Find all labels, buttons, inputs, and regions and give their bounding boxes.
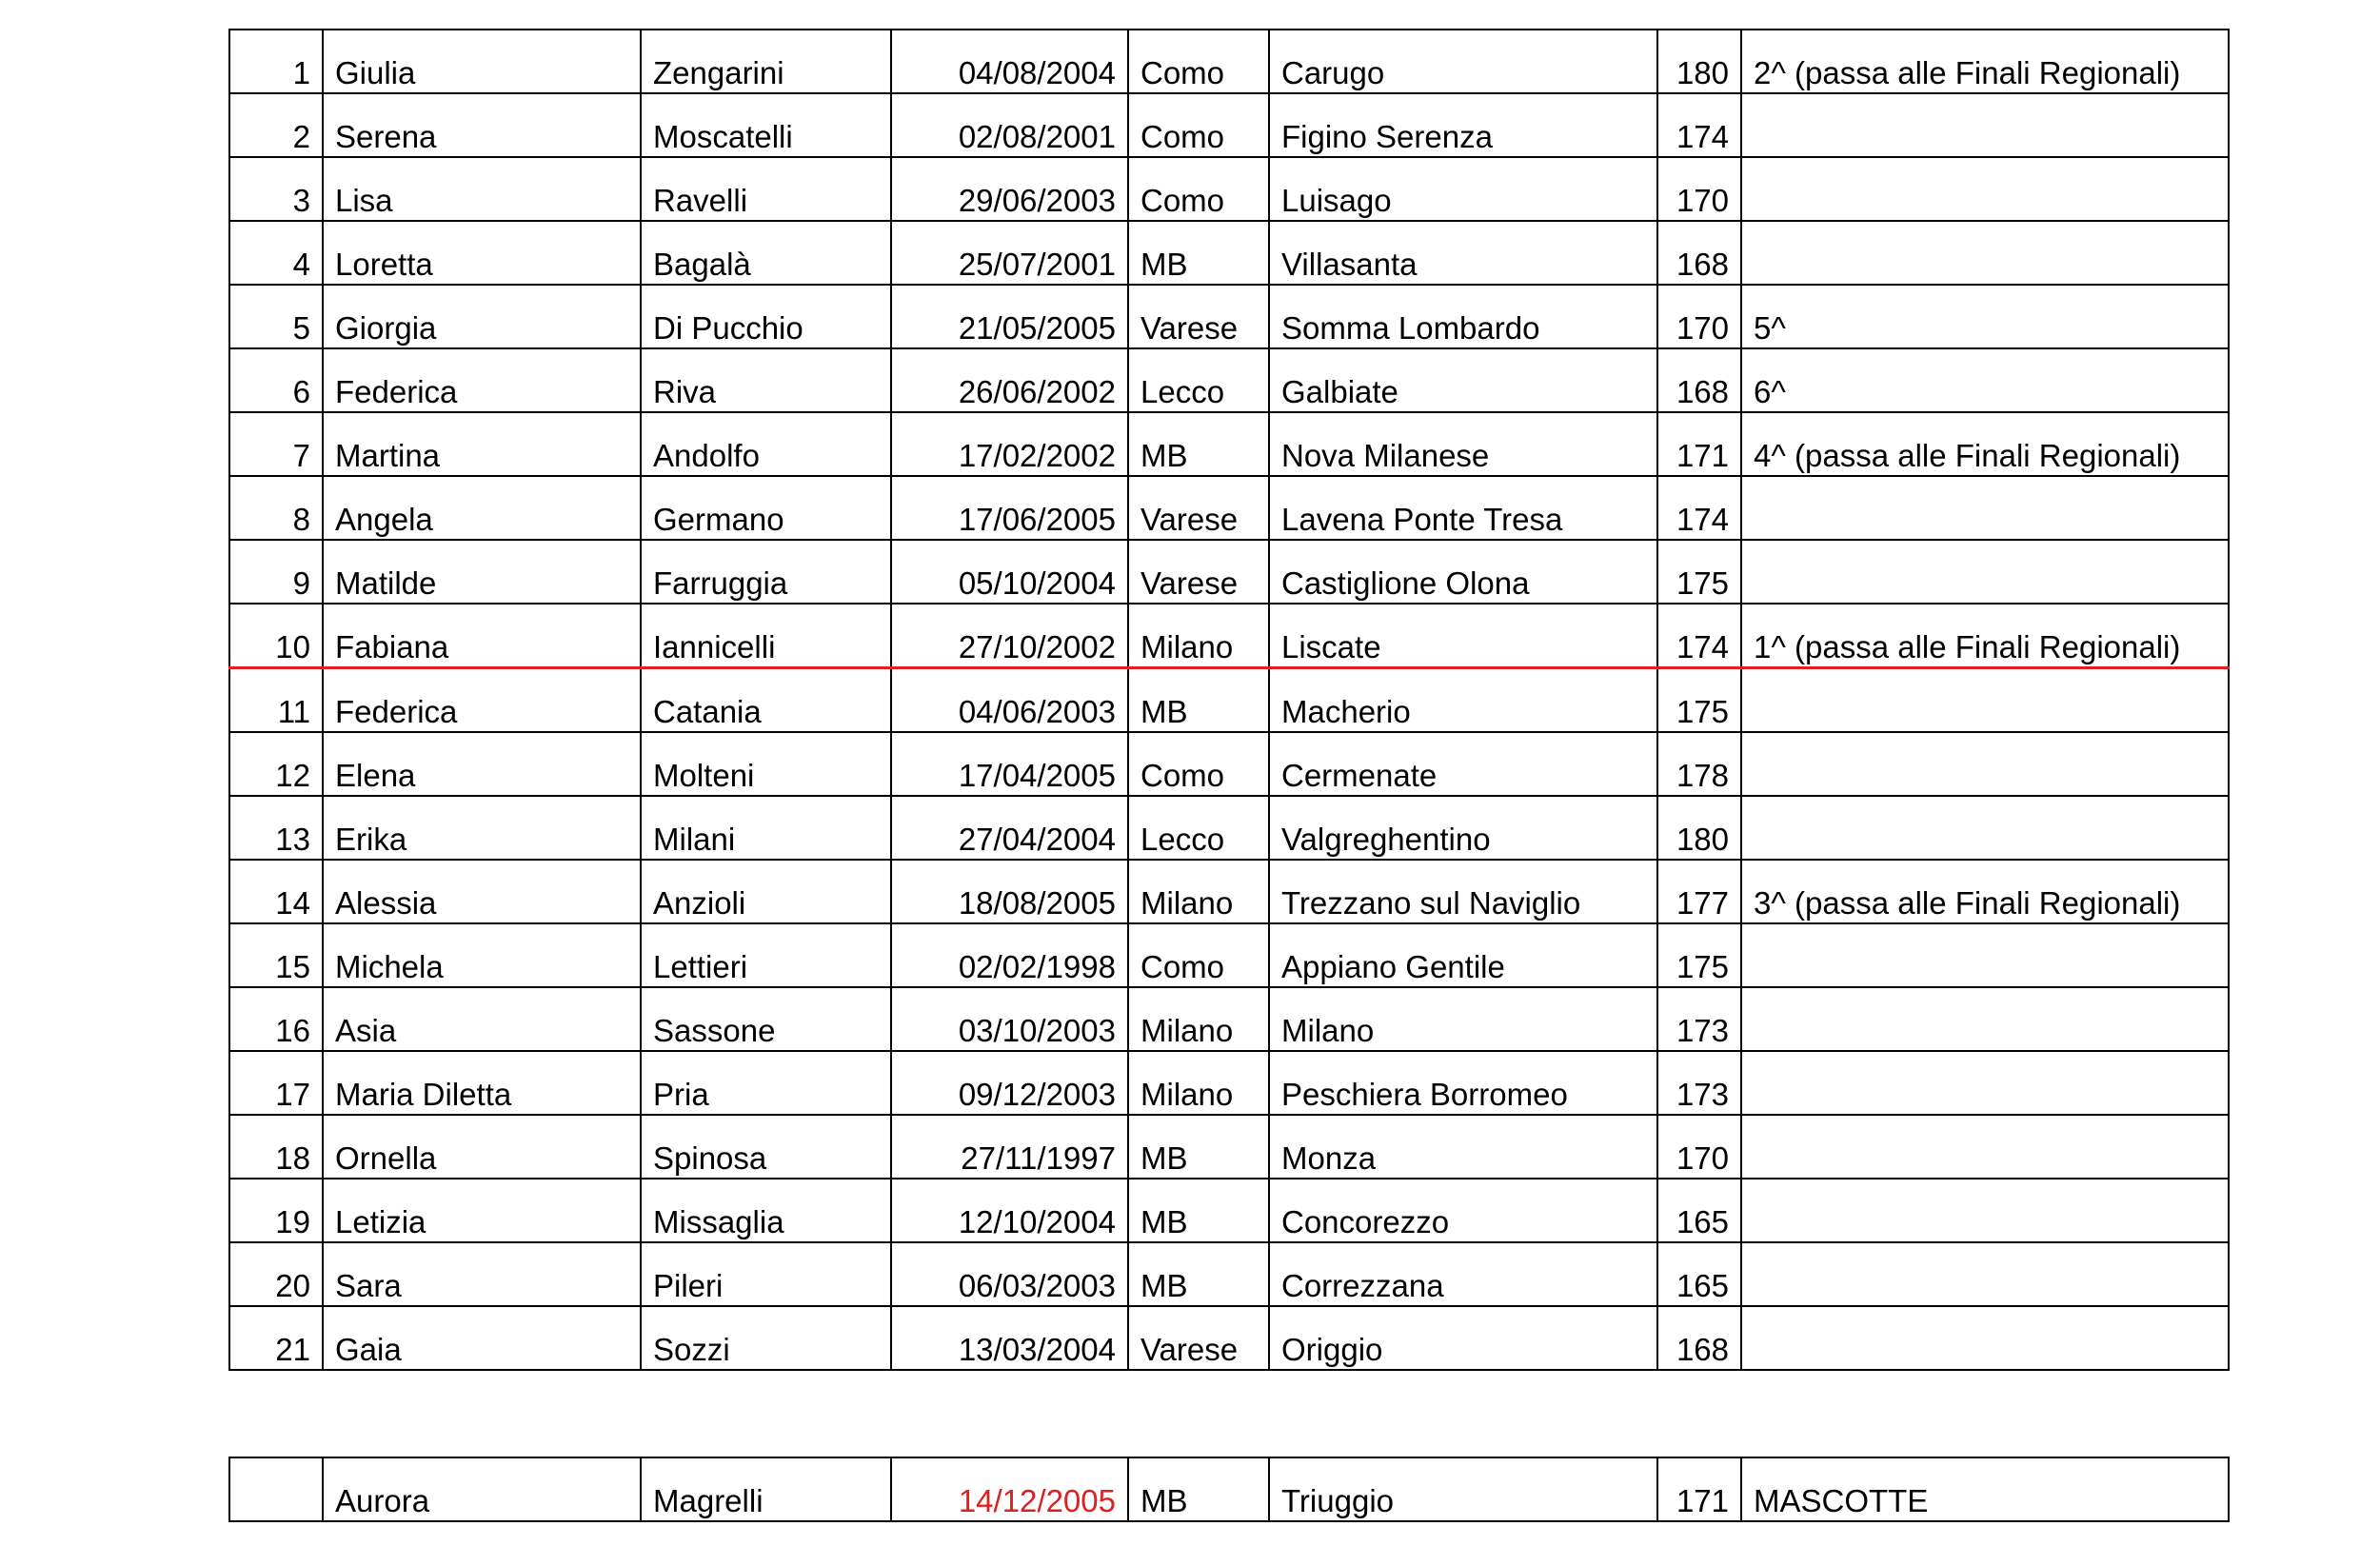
cell-last-name: Moscatelli bbox=[641, 93, 891, 157]
cell-height: 168 bbox=[1657, 1306, 1741, 1370]
cell-last-name: Spinosa bbox=[641, 1115, 891, 1179]
cell-note: 4^ (passa alle Finali Regionali) bbox=[1741, 412, 2229, 476]
mascot-row bbox=[229, 1457, 2229, 1521]
cell-birth-date: 12/10/2004 bbox=[891, 1179, 1128, 1242]
cell-city: Villasanta bbox=[1269, 221, 1657, 285]
table-row bbox=[229, 30, 2229, 93]
cell-birth-date: 21/05/2005 bbox=[891, 285, 1128, 348]
cell-city: Peschiera Borromeo bbox=[1269, 1051, 1657, 1115]
cell-birth-date: 06/03/2003 bbox=[891, 1242, 1128, 1306]
cell-height: 173 bbox=[1657, 1051, 1741, 1115]
cell-note bbox=[1741, 987, 2229, 1051]
cell-last-name: Germano bbox=[641, 476, 891, 540]
cell-first-name: Alessia bbox=[323, 860, 641, 923]
table-row bbox=[229, 732, 2229, 796]
cell-note: 2^ (passa alle Finali Regionali) bbox=[1741, 30, 2229, 93]
cell-first-name: Lisa bbox=[323, 157, 641, 221]
cell-number: 1 bbox=[229, 30, 323, 93]
cell-city: Valgreghentino bbox=[1269, 796, 1657, 860]
table-row bbox=[229, 987, 2229, 1051]
cell-birth-date: 27/11/1997 bbox=[891, 1115, 1128, 1179]
cell-last-name: Sozzi bbox=[641, 1306, 891, 1370]
cell-first-name: Loretta bbox=[323, 221, 641, 285]
cell-birth-date: 14/12/2005 bbox=[891, 1457, 1128, 1521]
cell-last-name: Iannicelli bbox=[641, 604, 891, 668]
cell-province: Como bbox=[1128, 732, 1269, 796]
cell-height: 165 bbox=[1657, 1179, 1741, 1242]
cell-first-name: Fabiana bbox=[323, 604, 641, 668]
cell-first-name: Ornella bbox=[323, 1115, 641, 1179]
cell-note bbox=[1741, 1051, 2229, 1115]
cell-birth-date: 13/03/2004 bbox=[891, 1306, 1128, 1370]
cell-number: 19 bbox=[229, 1179, 323, 1242]
cell-height: 170 bbox=[1657, 285, 1741, 348]
cell-birth-date: 05/10/2004 bbox=[891, 540, 1128, 604]
cell-height: 180 bbox=[1657, 796, 1741, 860]
table-row bbox=[229, 1306, 2229, 1370]
cell-first-name: Sara bbox=[323, 1242, 641, 1306]
cell-height: 178 bbox=[1657, 732, 1741, 796]
cell-number: 10 bbox=[229, 604, 323, 668]
cell-number: 8 bbox=[229, 476, 323, 540]
cell-note bbox=[1741, 923, 2229, 987]
cell-province: MB bbox=[1128, 1115, 1269, 1179]
cell-last-name: Zengarini bbox=[641, 30, 891, 93]
cell-note: 6^ bbox=[1741, 348, 2229, 412]
cell-first-name: Serena bbox=[323, 93, 641, 157]
table-row bbox=[229, 412, 2229, 476]
cell-birth-date: 17/02/2002 bbox=[891, 412, 1128, 476]
table-row bbox=[229, 1051, 2229, 1115]
cell-last-name: Di Pucchio bbox=[641, 285, 891, 348]
cell-city: Cermenate bbox=[1269, 732, 1657, 796]
table-row bbox=[229, 1115, 2229, 1179]
cell-first-name: Michela bbox=[323, 923, 641, 987]
cell-note bbox=[1741, 796, 2229, 860]
cell-height: 168 bbox=[1657, 221, 1741, 285]
table-row bbox=[229, 923, 2229, 987]
cell-last-name: Andolfo bbox=[641, 412, 891, 476]
cell-number: 11 bbox=[229, 668, 323, 733]
cell-province: Lecco bbox=[1128, 348, 1269, 412]
cell-province: Varese bbox=[1128, 1306, 1269, 1370]
cell-height: 175 bbox=[1657, 540, 1741, 604]
cell-height: 174 bbox=[1657, 604, 1741, 668]
cell-height: 171 bbox=[1657, 1457, 1741, 1521]
cell-height: 170 bbox=[1657, 157, 1741, 221]
cell-note: 3^ (passa alle Finali Regionali) bbox=[1741, 860, 2229, 923]
cell-birth-date: 25/07/2001 bbox=[891, 221, 1128, 285]
cell-city: Milano bbox=[1269, 987, 1657, 1051]
cell-province: Como bbox=[1128, 93, 1269, 157]
cell-note bbox=[1741, 1242, 2229, 1306]
cell-last-name: Catania bbox=[641, 668, 891, 733]
cell-province: MB bbox=[1128, 412, 1269, 476]
table-row bbox=[229, 93, 2229, 157]
cell-city: Concorezzo bbox=[1269, 1179, 1657, 1242]
cell-note bbox=[1741, 93, 2229, 157]
cell-province: MB bbox=[1128, 1457, 1269, 1521]
cell-first-name: Giorgia bbox=[323, 285, 641, 348]
cell-number: 15 bbox=[229, 923, 323, 987]
cell-city: Monza bbox=[1269, 1115, 1657, 1179]
cell-city: Somma Lombardo bbox=[1269, 285, 1657, 348]
cell-first-name: Asia bbox=[323, 987, 641, 1051]
cell-height: 165 bbox=[1657, 1242, 1741, 1306]
cell-number: 7 bbox=[229, 412, 323, 476]
cell-last-name: Lettieri bbox=[641, 923, 891, 987]
cell-city: Origgio bbox=[1269, 1306, 1657, 1370]
cell-note: MASCOTTE bbox=[1741, 1457, 2229, 1521]
cell-city: Triuggio bbox=[1269, 1457, 1657, 1521]
table-row bbox=[229, 1242, 2229, 1306]
cell-height: 175 bbox=[1657, 923, 1741, 987]
cell-note bbox=[1741, 540, 2229, 604]
cell-height: 174 bbox=[1657, 93, 1741, 157]
cell-last-name: Ravelli bbox=[641, 157, 891, 221]
cell-city: Liscate bbox=[1269, 604, 1657, 668]
cell-number: 6 bbox=[229, 348, 323, 412]
cell-note bbox=[1741, 1306, 2229, 1370]
cell-note bbox=[1741, 157, 2229, 221]
cell-note: 1^ (passa alle Finali Regionali) bbox=[1741, 604, 2229, 668]
cell-city: Appiano Gentile bbox=[1269, 923, 1657, 987]
cell-birth-date: 03/10/2003 bbox=[891, 987, 1128, 1051]
cell-city: Carugo bbox=[1269, 30, 1657, 93]
cell-number: 4 bbox=[229, 221, 323, 285]
cell-province: Varese bbox=[1128, 540, 1269, 604]
cell-province: Como bbox=[1128, 923, 1269, 987]
table-row bbox=[229, 540, 2229, 604]
cell-last-name: Bagalà bbox=[641, 221, 891, 285]
cell-last-name: Molteni bbox=[641, 732, 891, 796]
cell-height: 171 bbox=[1657, 412, 1741, 476]
table-row bbox=[229, 796, 2229, 860]
cell-birth-date: 17/04/2005 bbox=[891, 732, 1128, 796]
cell-province: Lecco bbox=[1128, 796, 1269, 860]
cell-number bbox=[229, 1457, 323, 1521]
cell-birth-date: 04/08/2004 bbox=[891, 30, 1128, 93]
cell-first-name: Aurora bbox=[323, 1457, 641, 1521]
cell-number: 16 bbox=[229, 987, 323, 1051]
cell-first-name: Gaia bbox=[323, 1306, 641, 1370]
cell-last-name: Pria bbox=[641, 1051, 891, 1115]
cell-number: 18 bbox=[229, 1115, 323, 1179]
cell-birth-date: 04/06/2003 bbox=[891, 668, 1128, 733]
cell-note bbox=[1741, 221, 2229, 285]
cell-note bbox=[1741, 668, 2229, 733]
cell-note bbox=[1741, 1179, 2229, 1242]
cell-last-name: Sassone bbox=[641, 987, 891, 1051]
cell-city: Nova Milanese bbox=[1269, 412, 1657, 476]
cell-number: 12 bbox=[229, 732, 323, 796]
table-row bbox=[229, 476, 2229, 540]
cell-first-name: Angela bbox=[323, 476, 641, 540]
cell-number: 2 bbox=[229, 93, 323, 157]
cell-last-name: Farruggia bbox=[641, 540, 891, 604]
cell-first-name: Maria Diletta bbox=[323, 1051, 641, 1115]
table-row bbox=[229, 221, 2229, 285]
cell-last-name: Magrelli bbox=[641, 1457, 891, 1521]
table-row bbox=[229, 604, 2229, 668]
cell-city: Castiglione Olona bbox=[1269, 540, 1657, 604]
cell-city: Macherio bbox=[1269, 668, 1657, 733]
cell-height: 168 bbox=[1657, 348, 1741, 412]
cell-first-name: Erika bbox=[323, 796, 641, 860]
cell-province: MB bbox=[1128, 221, 1269, 285]
cell-height: 180 bbox=[1657, 30, 1741, 93]
cell-number: 17 bbox=[229, 1051, 323, 1115]
cell-province: MB bbox=[1128, 1179, 1269, 1242]
cell-province: Milano bbox=[1128, 860, 1269, 923]
participants-table-body bbox=[229, 30, 2229, 1370]
table-row bbox=[229, 157, 2229, 221]
cell-province: Como bbox=[1128, 157, 1269, 221]
cell-province: Varese bbox=[1128, 476, 1269, 540]
cell-province: Varese bbox=[1128, 285, 1269, 348]
cell-first-name: Federica bbox=[323, 668, 641, 733]
cell-number: 3 bbox=[229, 157, 323, 221]
cell-first-name: Federica bbox=[323, 348, 641, 412]
cell-last-name: Pileri bbox=[641, 1242, 891, 1306]
cell-height: 173 bbox=[1657, 987, 1741, 1051]
cell-first-name: Elena bbox=[323, 732, 641, 796]
cell-province: Milano bbox=[1128, 1051, 1269, 1115]
cell-city: Galbiate bbox=[1269, 348, 1657, 412]
cell-number: 14 bbox=[229, 860, 323, 923]
cell-height: 174 bbox=[1657, 476, 1741, 540]
mascot-table bbox=[228, 1457, 2230, 1522]
participants-table bbox=[228, 29, 2230, 1371]
table-row bbox=[229, 860, 2229, 923]
cell-birth-date: 26/06/2002 bbox=[891, 348, 1128, 412]
cell-number: 13 bbox=[229, 796, 323, 860]
cell-province: Milano bbox=[1128, 987, 1269, 1051]
table-row bbox=[229, 668, 2229, 733]
cell-number: 9 bbox=[229, 540, 323, 604]
cell-birth-date: 17/06/2005 bbox=[891, 476, 1128, 540]
cell-city: Correzzana bbox=[1269, 1242, 1657, 1306]
cell-first-name: Matilde bbox=[323, 540, 641, 604]
table-row bbox=[229, 1179, 2229, 1242]
cell-note bbox=[1741, 1115, 2229, 1179]
cell-birth-date: 29/06/2003 bbox=[891, 157, 1128, 221]
cell-city: Luisago bbox=[1269, 157, 1657, 221]
cell-last-name: Milani bbox=[641, 796, 891, 860]
cell-city: Lavena Ponte Tresa bbox=[1269, 476, 1657, 540]
cell-number: 21 bbox=[229, 1306, 323, 1370]
table-row bbox=[229, 285, 2229, 348]
cell-birth-date: 02/02/1998 bbox=[891, 923, 1128, 987]
cell-province: MB bbox=[1128, 668, 1269, 733]
cell-province: MB bbox=[1128, 1242, 1269, 1306]
cell-note bbox=[1741, 732, 2229, 796]
cell-first-name: Letizia bbox=[323, 1179, 641, 1242]
cell-first-name: Giulia bbox=[323, 30, 641, 93]
cell-height: 170 bbox=[1657, 1115, 1741, 1179]
cell-number: 5 bbox=[229, 285, 323, 348]
cell-province: Como bbox=[1128, 30, 1269, 93]
cell-province: Milano bbox=[1128, 604, 1269, 668]
cell-height: 177 bbox=[1657, 860, 1741, 923]
cell-city: Trezzano sul Naviglio bbox=[1269, 860, 1657, 923]
cell-birth-date: 02/08/2001 bbox=[891, 93, 1128, 157]
cell-last-name: Missaglia bbox=[641, 1179, 891, 1242]
cell-note bbox=[1741, 476, 2229, 540]
cell-note: 5^ bbox=[1741, 285, 2229, 348]
cell-birth-date: 27/04/2004 bbox=[891, 796, 1128, 860]
table-row bbox=[229, 348, 2229, 412]
cell-birth-date: 18/08/2005 bbox=[891, 860, 1128, 923]
cell-birth-date: 09/12/2003 bbox=[891, 1051, 1128, 1115]
cell-number: 20 bbox=[229, 1242, 323, 1306]
cell-last-name: Riva bbox=[641, 348, 891, 412]
mascot-table-body bbox=[229, 1457, 2229, 1521]
cell-height: 175 bbox=[1657, 668, 1741, 733]
cell-first-name: Martina bbox=[323, 412, 641, 476]
cell-last-name: Anzioli bbox=[641, 860, 891, 923]
cell-birth-date: 27/10/2002 bbox=[891, 604, 1128, 668]
cell-city: Figino Serenza bbox=[1269, 93, 1657, 157]
